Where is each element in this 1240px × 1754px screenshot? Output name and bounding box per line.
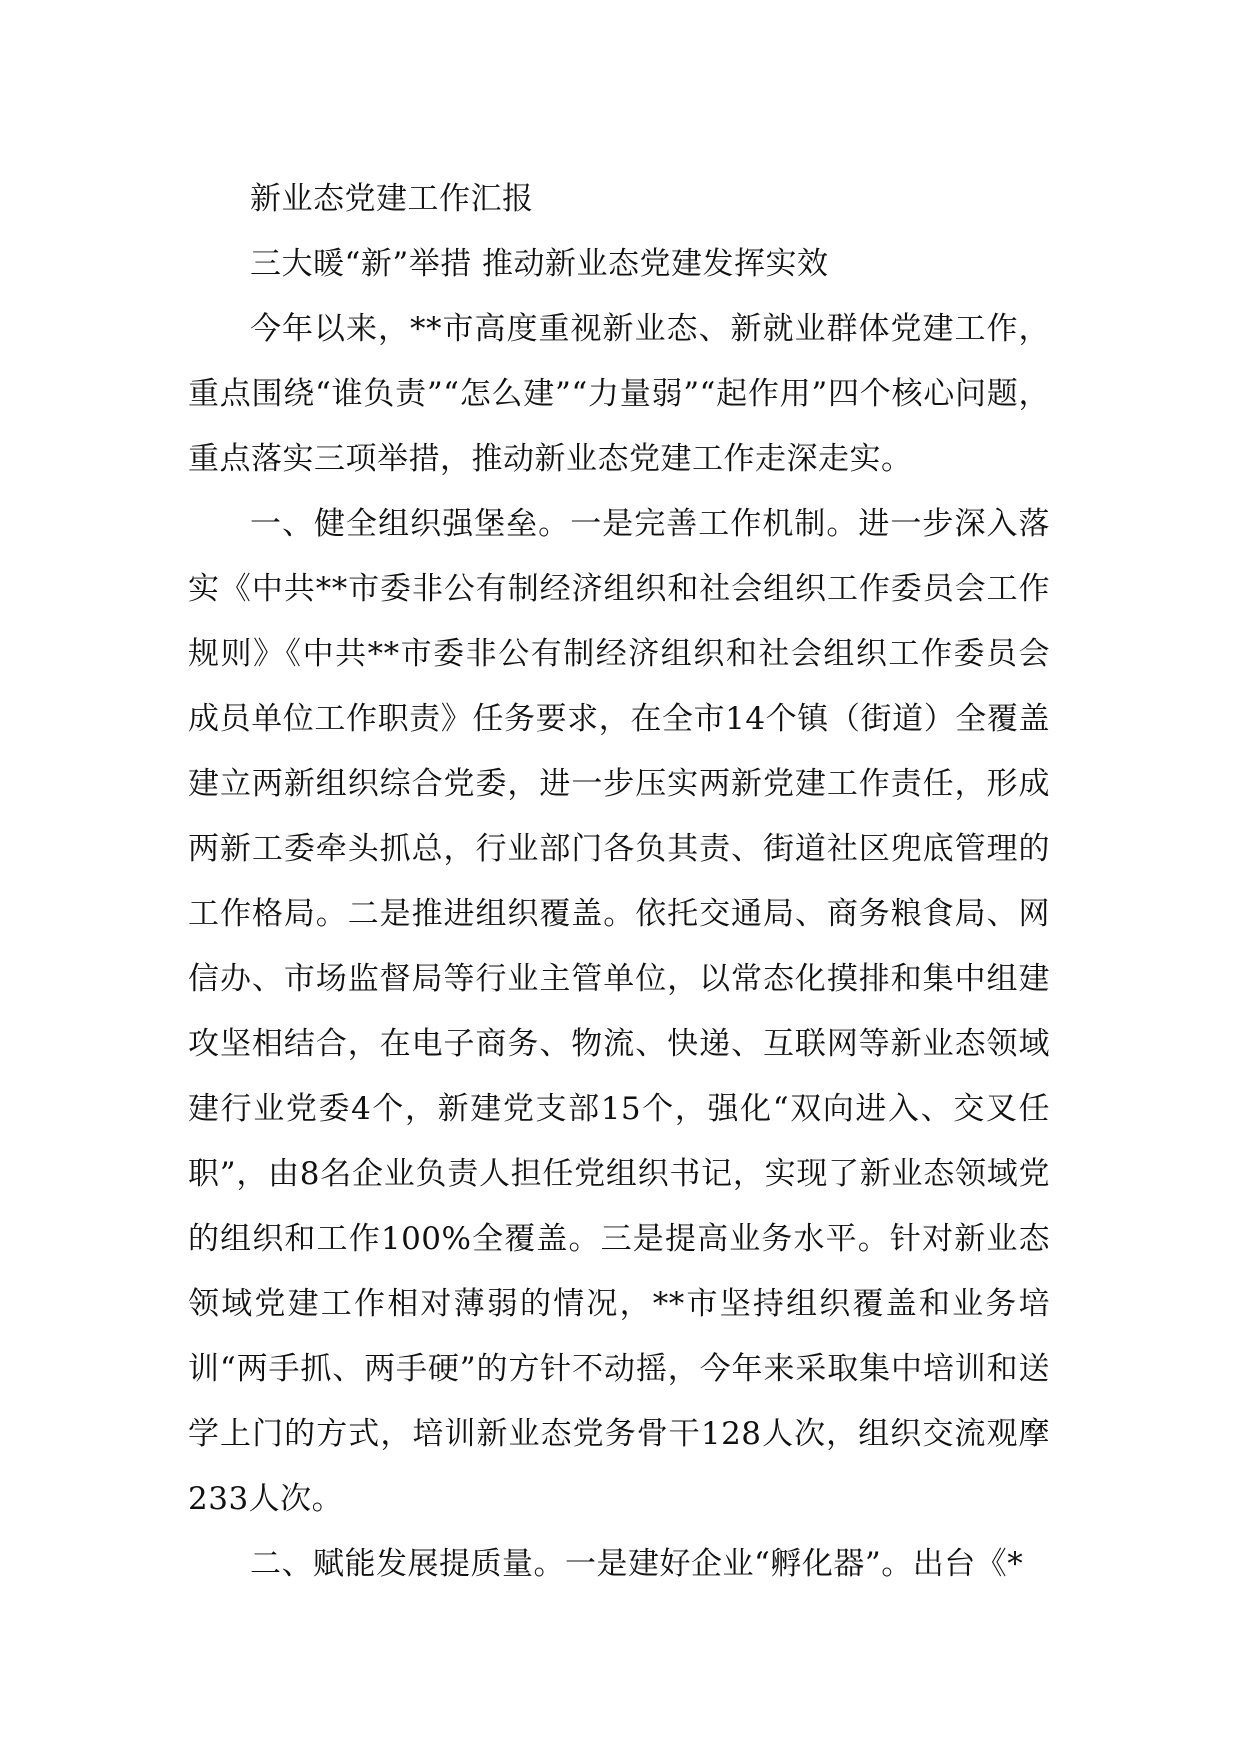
document-title: 新业态党建工作汇报 (250, 181, 534, 217)
document-body (188, 167, 1050, 1597)
document-subtitle: 三大暖“新”举措 推动新业态党建发挥实效 (250, 246, 829, 282)
paragraph-intro: 今年以来，**市高度重视新业态、新就业群体党建工作，重点围绕“谁负责”“怎么建”“力量弱”“起作用”四个核心问题，重点落实三项举措，推动新业态党建工作走深走实。 (188, 311, 1050, 477)
paragraph-section-two: 二、赋能发展提质量。一是建好企业“孵化器”。出台《* (250, 1546, 1024, 1582)
paragraph-section-one: 一、健全组织强堡垒。一是完善工作机制。进一步深入落实《中共**市委非公有制经济组织和社会组织工作委员会工作规则》《中共**市委非公有制经济组织和社会组织工作委员会成员单位工作职责》任务要求，在全市14个镇（街道）全覆盖建立两新组织综合党委，进一步压实两新党建工作责任，形成两新工委牵头抓总，行业部门各负其责、街道社区兜底管理的工作格局。二是推进组织覆盖。依托交通局、商务粮食局、网信办、市场监督局等行业主管单位，以常态化摸排和集中组建攻坚相结合，在电子商务、物流、快递、互联网等新业态领域建行业党委4个，新建党支部15个，强化“双向进入、交叉任职”，由8名企业负责人担任党组织书记，实现了新业态领域党的组织和工作100%全覆盖。三是提高业务水平。针对新业态领域党建工作相对薄弱的情况，**市坚持组织覆盖和业务培训“两手抓、两手硬”的方针不动摇，今年来采取集中培训和送学上门的方式，培训新业态党务骨干128人次，组织交流观摩233人次。 (188, 506, 1050, 1517)
